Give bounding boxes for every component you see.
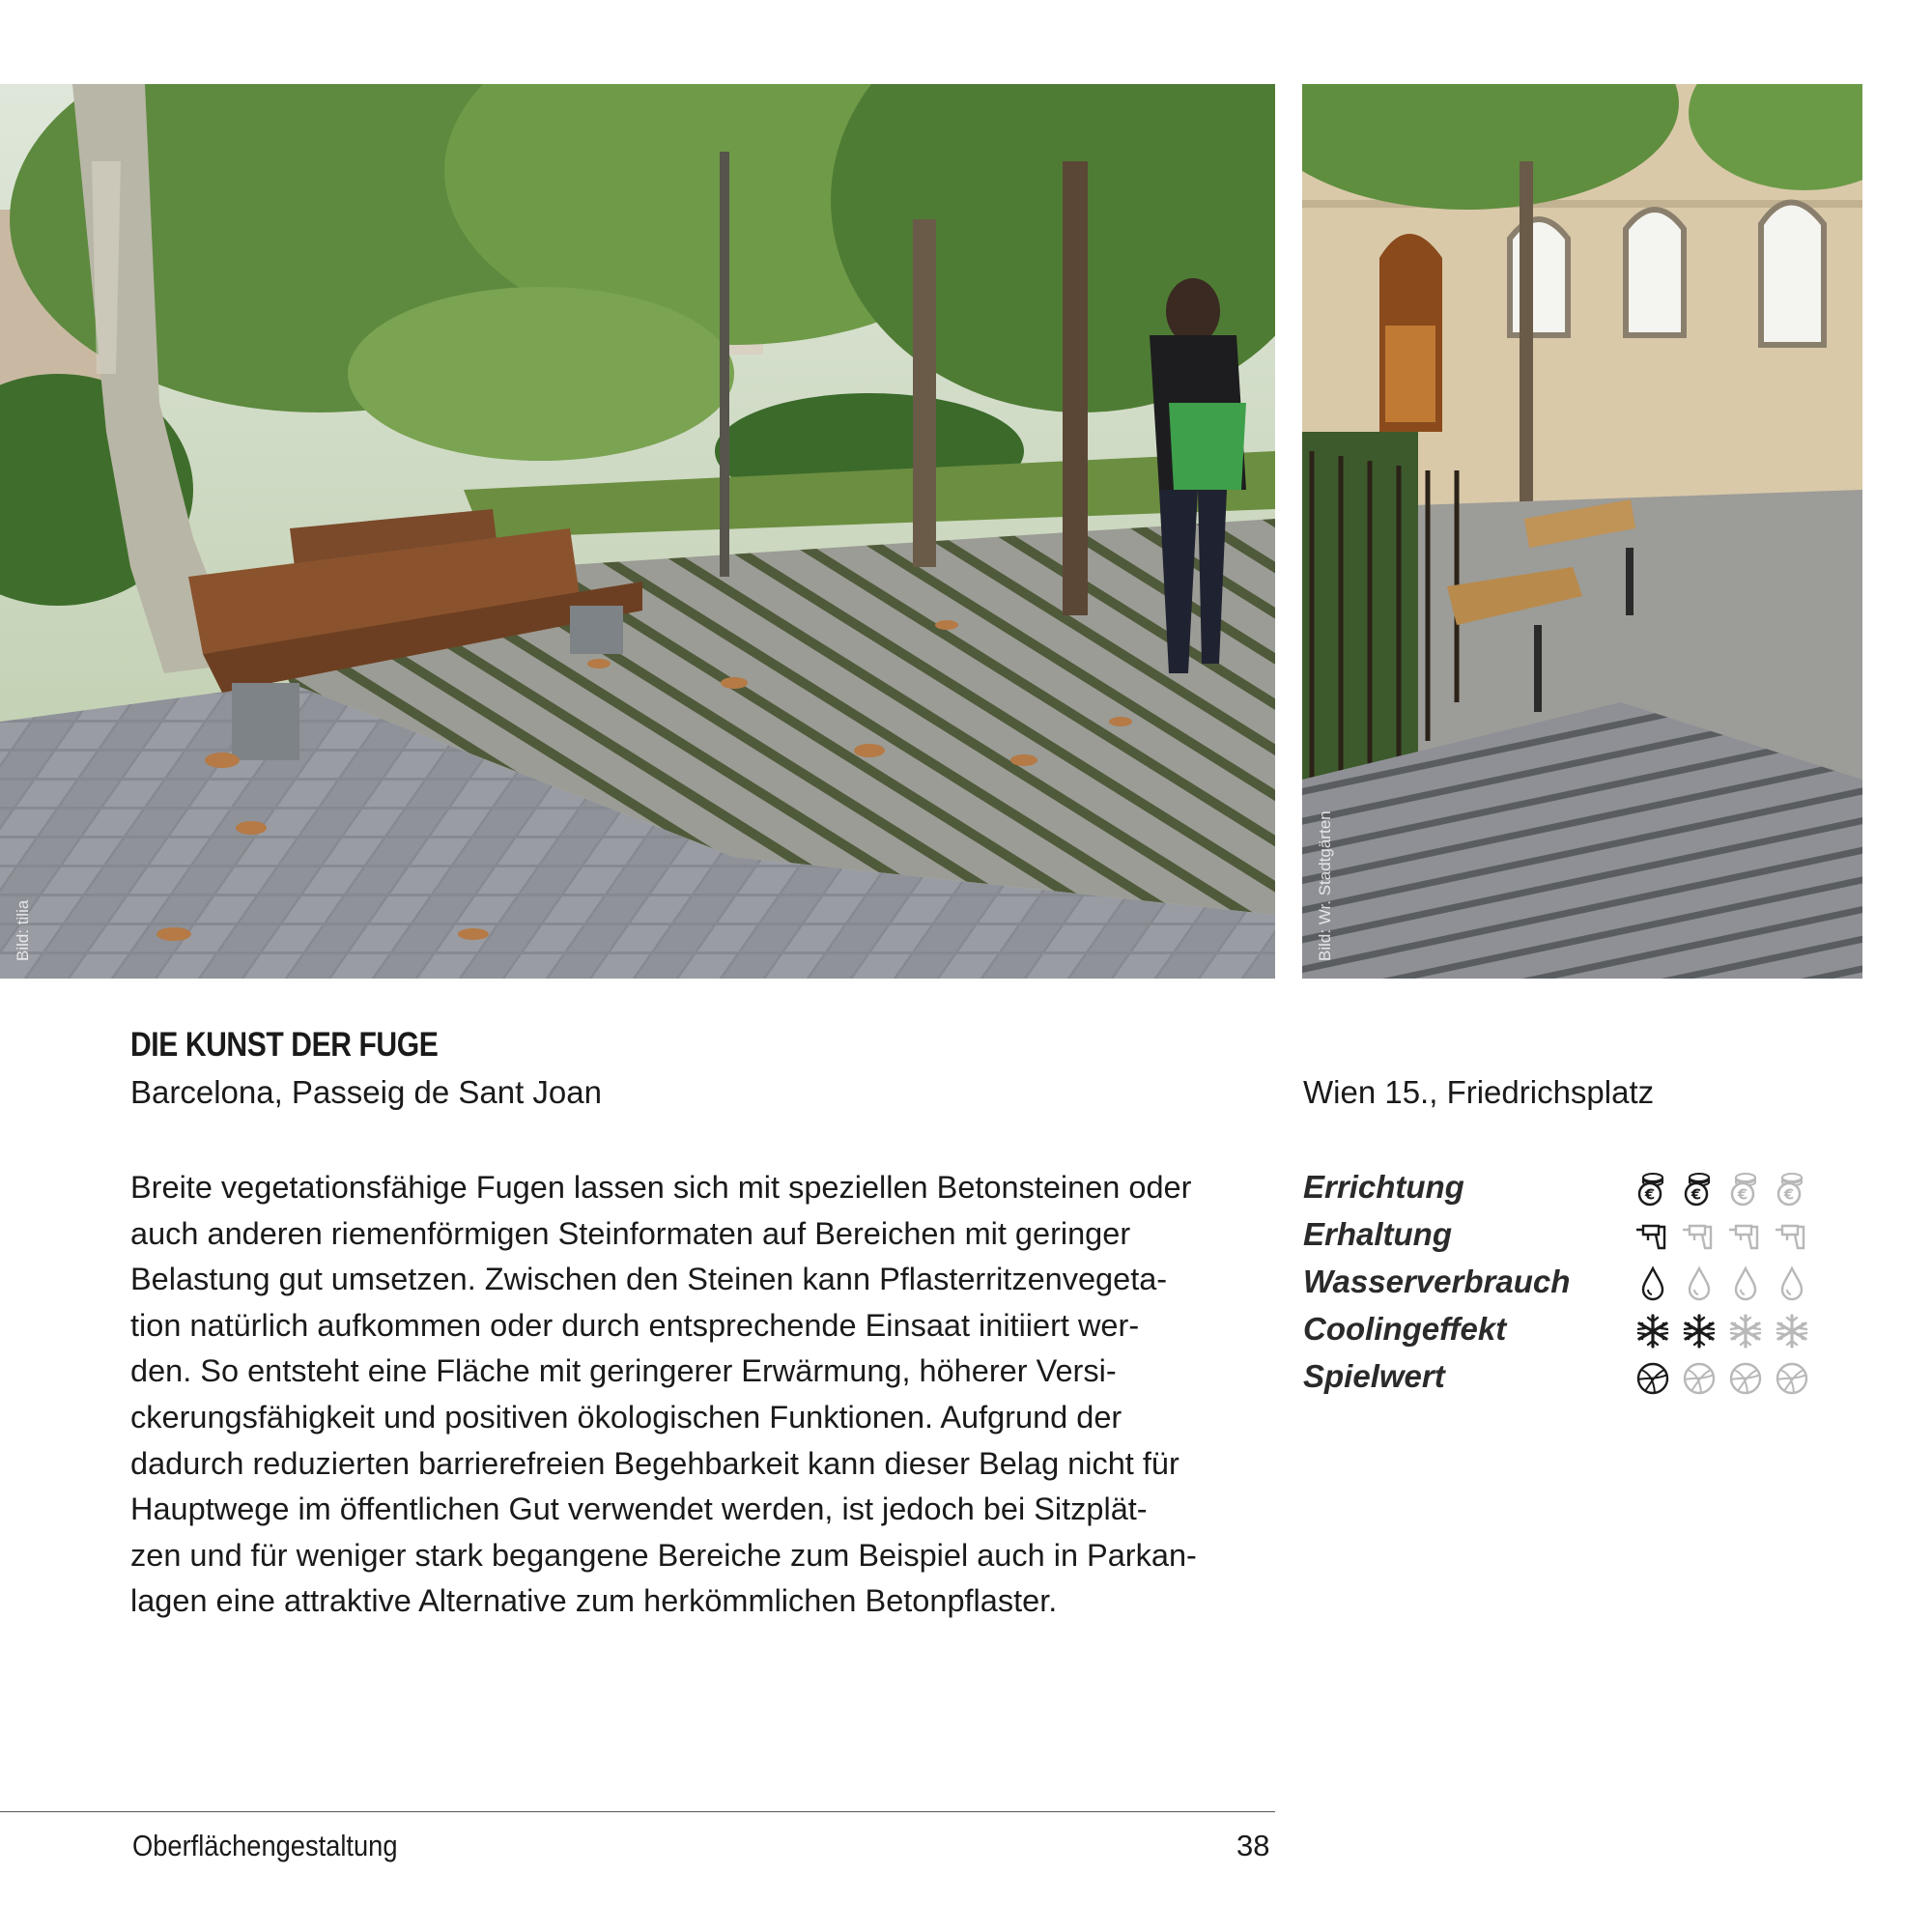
snowflake-icon [1727, 1313, 1764, 1350]
footer-chapter: Oberflächengestaltung [132, 1829, 398, 1862]
rating-icons [1634, 1171, 1810, 1208]
euro-coins-icon [1727, 1171, 1764, 1208]
rating-icons [1634, 1360, 1810, 1397]
power-drill-icon [1774, 1218, 1810, 1255]
rating-row-spielwert [1303, 1358, 1844, 1406]
euro-coins-icon [1681, 1171, 1718, 1208]
rating-label: Errichtung [1303, 1169, 1464, 1205]
body-line: ckerungsfähigkeit und positiven ökologischen Funktionen. Aufgrund der [130, 1399, 1122, 1435]
rating-icons [1634, 1265, 1810, 1302]
ball-icon [1774, 1360, 1810, 1397]
ball-icon [1727, 1360, 1764, 1397]
svg-text:€: € [1690, 1185, 1702, 1204]
photo-barcelona-image [0, 84, 1275, 979]
page-number: 38 [1236, 1829, 1270, 1862]
rating-row-erhaltung [1303, 1216, 1844, 1264]
rating-row-wasserverbrauch [1303, 1264, 1844, 1311]
power-drill-icon [1681, 1218, 1718, 1255]
water-drop-icon [1634, 1265, 1671, 1302]
rating-label: Wasserverbrauch [1303, 1264, 1571, 1299]
body-line: auch anderen riemenförmigen Steinformaten auf Bereichen mit geringer [130, 1215, 1131, 1251]
body-line: lagen eine attraktive Alternative zum herkömmlichen Betonpflaster. [130, 1583, 1058, 1619]
rating-row-coolingeffekt [1303, 1311, 1844, 1358]
section-title: DIE KUNST DER FUGE [130, 1026, 439, 1064]
rating-table [1303, 1169, 1844, 1406]
water-drop-icon [1681, 1265, 1718, 1302]
power-drill-icon [1634, 1218, 1671, 1255]
body-line: tion natürlich aufkommen oder durch entsprechende Einsaat initiiert wer- [130, 1307, 1140, 1343]
location-barcelona: Barcelona, Passeig de Sant Joan [130, 1074, 602, 1110]
euro-coins-icon [1634, 1171, 1671, 1208]
water-drop-icon [1727, 1265, 1764, 1302]
body-line: den. So entsteht eine Fläche mit geringerer Erwärmung, höherer Versi- [130, 1353, 1117, 1389]
rating-row-errichtung [1303, 1169, 1844, 1216]
body-line: dadurch reduzierten barrierefreien Begehbarkeit kann dieser Belag nicht für [130, 1445, 1179, 1481]
photo-credit-right: Bild: Wr. Stadtgärten [1316, 810, 1334, 961]
ball-icon [1634, 1360, 1671, 1397]
body-line: zen und für weniger stark begangene Bereiche zum Beispiel auch in Parkan- [130, 1537, 1197, 1573]
svg-text:€: € [1737, 1185, 1748, 1204]
snowflake-icon [1774, 1313, 1810, 1350]
rating-icons [1634, 1313, 1810, 1350]
rating-label: Erhaltung [1303, 1216, 1452, 1252]
location-vienna: Wien 15., Friedrichsplatz [1303, 1074, 1655, 1110]
snowflake-icon [1634, 1313, 1671, 1350]
ball-icon [1681, 1360, 1718, 1397]
body-paragraph [130, 1165, 1290, 1625]
footer-divider [0, 1811, 1275, 1812]
body-line: Breite vegetationsfähige Fugen lassen sich mit speziellen Betonsteinen oder [130, 1170, 1192, 1205]
snowflake-icon [1681, 1313, 1718, 1350]
euro-coins-icon [1774, 1171, 1810, 1208]
photo-vienna-image [1302, 84, 1862, 979]
rating-label: Coolingeffekt [1303, 1311, 1507, 1347]
photo-vienna [1302, 84, 1862, 979]
rating-icons [1634, 1218, 1810, 1255]
power-drill-icon [1727, 1218, 1764, 1255]
photo-barcelona [0, 84, 1275, 979]
svg-text:€: € [1644, 1185, 1656, 1204]
body-line: Hauptwege im öffentlichen Gut verwendet werden, ist jedoch bei Sitzplät- [130, 1492, 1148, 1527]
water-drop-icon [1774, 1265, 1810, 1302]
svg-text:€: € [1783, 1185, 1795, 1204]
body-line: Belastung gut umsetzen. Zwischen den Steinen kann Pflasterritzenvegeta- [130, 1262, 1168, 1297]
photo-credit-left: Bild: tilia [14, 899, 32, 961]
rating-label: Spielwert [1303, 1358, 1445, 1394]
